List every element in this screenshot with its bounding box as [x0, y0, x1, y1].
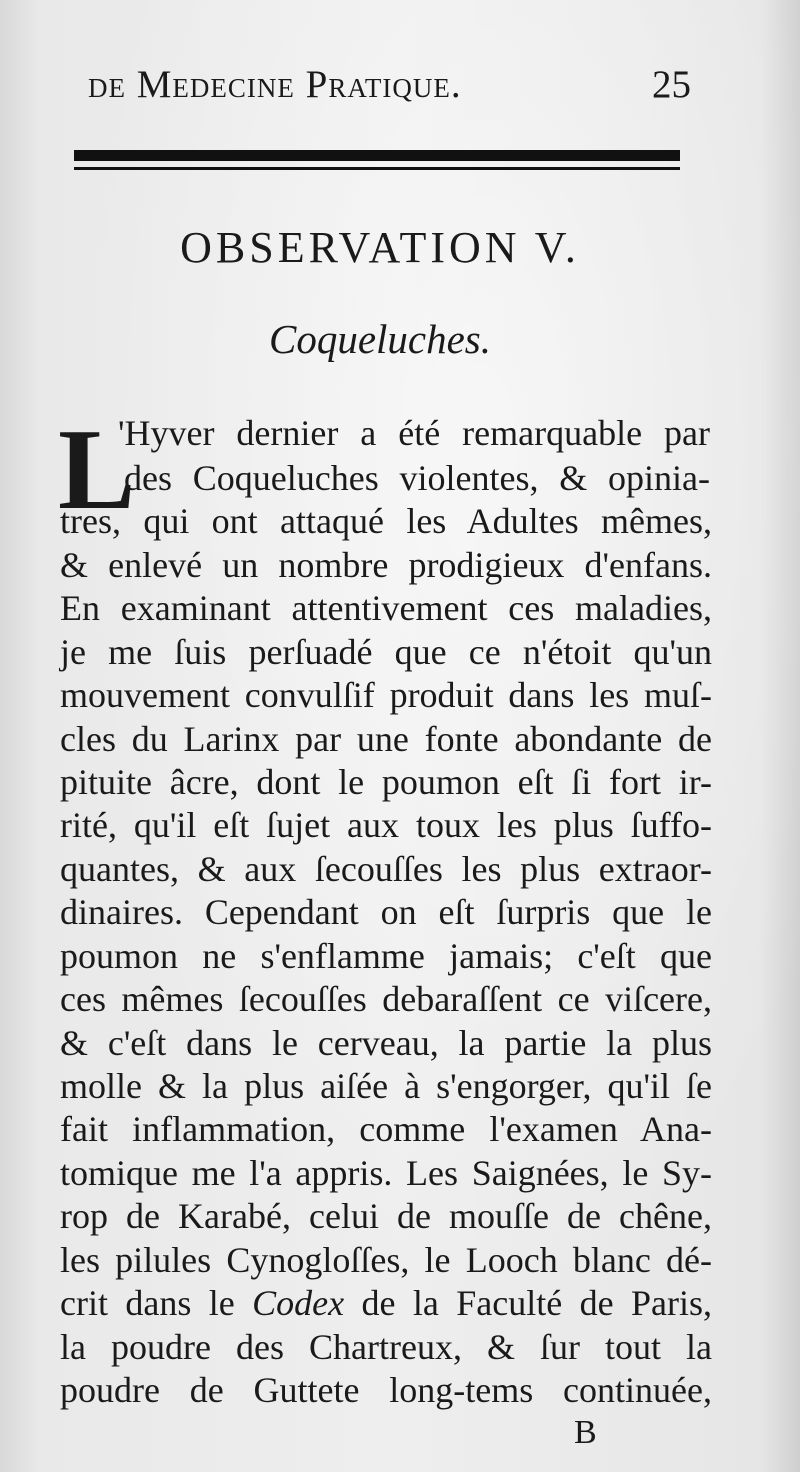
- text-line-codex: [60, 1285, 712, 1321]
- text-line: les pilules Cynogloſſes, le Looch blanc dé-: [60, 1240, 712, 1280]
- text-line: & c'eſt dans le cerveau, la partie la plus: [60, 1023, 712, 1063]
- text-line: molle & la plus aiſée à s'engorger, qu'il ſe: [60, 1066, 712, 1106]
- text-line: rop de Karabé, celui de mouſſe de chêne,: [60, 1196, 712, 1236]
- text-line: rité, qu'il eſt ſujet aux toux les plus ſuffo-: [60, 805, 712, 845]
- text-line: dinaires. Cependant on eſt ſurpris que le: [60, 892, 712, 932]
- header-rule-thin: [74, 167, 680, 170]
- text-line: En examinant attentivement ces maladies,: [60, 588, 712, 628]
- text-line: & enlevé un nombre prodigieux d'enfans.: [60, 545, 712, 585]
- text-line: mouvement convulſif produit dans les muſ-: [60, 675, 712, 715]
- text-line: tomique me l'a appris. Les Saignées, le Sy-: [60, 1153, 712, 1193]
- text-line: poudre de Guttete long-tems continuée,: [60, 1370, 712, 1410]
- observation-subtitle: Coqueluches.: [268, 316, 492, 362]
- text-line: la poudre des Chartreux, & ſur tout la: [60, 1327, 712, 1367]
- text-line: des Coqueluches violentes, & opinia-: [124, 458, 710, 498]
- text-line: ces mêmes ſecouſſes debaraſſent ce viſcere,: [60, 979, 712, 1019]
- text-segment: crit dans le: [60, 1283, 235, 1323]
- text-line: quantes, & aux ſecouſſes les plus extraor-: [60, 849, 712, 889]
- running-head: de Medecine Pratique.: [88, 63, 462, 106]
- drop-capital: L: [58, 406, 136, 534]
- header-rule-thick: [74, 150, 680, 161]
- text-line: 'Hyver dernier a été remarquable par: [118, 413, 710, 453]
- page-number: 25: [652, 63, 691, 106]
- italic-word-codex: Codex: [252, 1283, 345, 1323]
- text-line: je me ſuis perſuadé que ce n'étoit qu'un: [60, 632, 712, 672]
- observation-title: OBSERVATION V.: [180, 223, 580, 272]
- text-segment: de la Faculté de Paris,: [361, 1283, 712, 1323]
- signature-mark: B: [574, 1414, 597, 1451]
- text-line: poumon ne s'enflamme jamais; c'eſt que: [60, 936, 712, 976]
- text-line: fait inflammation, comme l'examen Ana-: [60, 1109, 712, 1149]
- text-line: cles du Larinx par une fonte abondante de: [60, 719, 712, 759]
- text-line: tres, qui ont attaqué les Adultes mêmes,: [60, 501, 712, 541]
- text-line: pituite âcre, dont le poumon eſt ſi fort ir-: [60, 762, 712, 802]
